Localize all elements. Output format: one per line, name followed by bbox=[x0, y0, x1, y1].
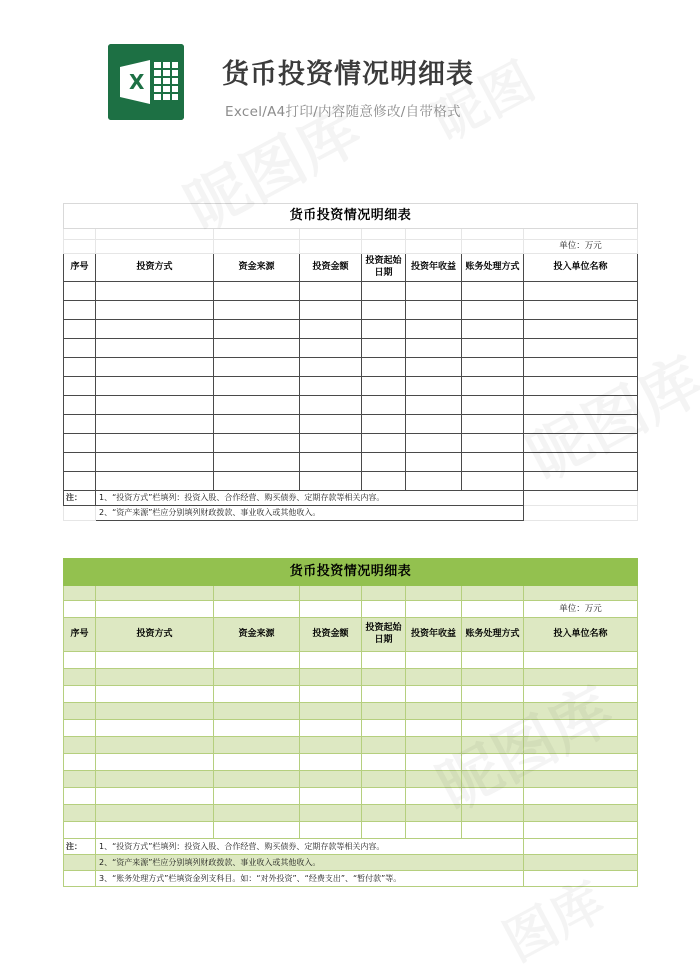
table-body-green bbox=[64, 652, 638, 839]
unit-blank bbox=[406, 601, 462, 618]
table-cell[interactable] bbox=[300, 453, 362, 472]
table-cell[interactable] bbox=[406, 434, 462, 453]
table-cell[interactable] bbox=[406, 737, 462, 754]
page-subtitle: Excel/A4打印/内容随意修改/自带格式 bbox=[225, 104, 461, 120]
table-cell[interactable] bbox=[64, 771, 96, 788]
table-cell[interactable] bbox=[524, 805, 638, 822]
table-cell[interactable] bbox=[362, 737, 406, 754]
table-cell[interactable] bbox=[300, 301, 362, 320]
table-cell[interactable] bbox=[362, 822, 406, 839]
unit-blank bbox=[300, 240, 362, 254]
table-cell[interactable] bbox=[462, 453, 524, 472]
table-cell[interactable] bbox=[96, 358, 214, 377]
table-cell[interactable] bbox=[214, 358, 300, 377]
table-cell[interactable] bbox=[96, 320, 214, 339]
unit-blank bbox=[96, 601, 214, 618]
table-cell[interactable] bbox=[96, 282, 214, 301]
table-cell[interactable] bbox=[406, 686, 462, 703]
table-cell[interactable] bbox=[64, 358, 96, 377]
note-text-2 bbox=[96, 506, 524, 521]
table-row[interactable] bbox=[64, 434, 638, 453]
table-cell[interactable] bbox=[64, 377, 96, 396]
table-cell[interactable] bbox=[362, 652, 406, 669]
table-cell[interactable] bbox=[362, 669, 406, 686]
table-cell[interactable] bbox=[214, 396, 300, 415]
table-row[interactable] bbox=[64, 415, 638, 434]
table-cell[interactable] bbox=[406, 377, 462, 396]
table-cell[interactable] bbox=[96, 415, 214, 434]
table-cell[interactable] bbox=[96, 754, 214, 771]
table-cell[interactable] bbox=[524, 377, 638, 396]
note-label: 注： bbox=[64, 491, 96, 506]
table-cell[interactable] bbox=[524, 339, 638, 358]
column-header-method: 投资方式 bbox=[96, 254, 214, 282]
table-cell[interactable] bbox=[64, 415, 96, 434]
table-cell[interactable] bbox=[362, 320, 406, 339]
table-cell[interactable] bbox=[96, 396, 214, 415]
unit-blank bbox=[362, 240, 406, 254]
table-cell[interactable] bbox=[64, 754, 96, 771]
table-title: 货币投资情况明细表 bbox=[64, 559, 638, 586]
table-cell[interactable] bbox=[64, 652, 96, 669]
table-cell[interactable] bbox=[214, 737, 300, 754]
note-text-1 bbox=[96, 839, 524, 855]
unit-label: 单位：万元 bbox=[524, 240, 638, 254]
spacer-cell bbox=[462, 229, 524, 240]
table-cell[interactable] bbox=[406, 669, 462, 686]
table-cell[interactable] bbox=[96, 720, 214, 737]
table-cell[interactable] bbox=[406, 754, 462, 771]
table-cell[interactable] bbox=[462, 754, 524, 771]
column-header-seq: 序号 bbox=[64, 618, 96, 652]
table-cell[interactable] bbox=[214, 301, 300, 320]
table-cell[interactable] bbox=[524, 282, 638, 301]
table-cell[interactable] bbox=[96, 771, 214, 788]
note-row bbox=[64, 871, 638, 887]
table-cell[interactable] bbox=[300, 737, 362, 754]
table-cell[interactable] bbox=[524, 686, 638, 703]
table-cell[interactable] bbox=[524, 472, 638, 491]
table-cell[interactable] bbox=[406, 415, 462, 434]
page-title: 货币投资情况明细表 bbox=[222, 59, 474, 90]
table-cell[interactable] bbox=[362, 396, 406, 415]
spacer-cell bbox=[64, 586, 96, 601]
table-cell[interactable] bbox=[300, 339, 362, 358]
table-cell[interactable] bbox=[524, 453, 638, 472]
note-blank bbox=[64, 871, 96, 887]
spacer-cell bbox=[300, 229, 362, 240]
column-header-seq: 序号 bbox=[64, 254, 96, 282]
note-number: 3、 bbox=[99, 873, 113, 883]
table-cell[interactable] bbox=[406, 771, 462, 788]
table-cell[interactable] bbox=[362, 282, 406, 301]
table-cell[interactable] bbox=[300, 771, 362, 788]
table-cell[interactable] bbox=[406, 703, 462, 720]
table-cell[interactable] bbox=[300, 669, 362, 686]
table-cell[interactable] bbox=[362, 415, 406, 434]
note-number: 1、 bbox=[99, 493, 113, 502]
table-cell[interactable] bbox=[300, 472, 362, 491]
unit-blank bbox=[300, 601, 362, 618]
table-cell[interactable] bbox=[362, 472, 406, 491]
table-cell[interactable] bbox=[524, 737, 638, 754]
table-cell[interactable] bbox=[406, 282, 462, 301]
table-cell[interactable] bbox=[64, 822, 96, 839]
table-cell[interactable] bbox=[96, 434, 214, 453]
table-cell[interactable] bbox=[64, 472, 96, 491]
table-cell[interactable] bbox=[300, 396, 362, 415]
spacer-cell bbox=[96, 586, 214, 601]
table-cell[interactable] bbox=[462, 301, 524, 320]
page-header bbox=[0, 0, 700, 160]
table-unit-row bbox=[64, 240, 638, 254]
table-row[interactable] bbox=[64, 822, 638, 839]
unit-blank bbox=[96, 240, 214, 254]
column-header-unitname: 投入单位名称 bbox=[524, 254, 638, 282]
spacer-cell bbox=[214, 586, 300, 601]
unit-blank bbox=[214, 240, 300, 254]
table-cell[interactable] bbox=[214, 652, 300, 669]
table-row[interactable] bbox=[64, 282, 638, 301]
note-body: “资产来源”栏应分别填列财政拨款、事业收入或其他收入。 bbox=[112, 508, 321, 517]
table-cell[interactable] bbox=[96, 737, 214, 754]
column-header-yield: 投资年收益 bbox=[406, 618, 462, 652]
table-cell[interactable] bbox=[462, 396, 524, 415]
table-cell[interactable] bbox=[462, 788, 524, 805]
table-row[interactable] bbox=[64, 301, 638, 320]
table-cell[interactable] bbox=[96, 822, 214, 839]
table-row[interactable] bbox=[64, 720, 638, 737]
table-unit-row bbox=[64, 601, 638, 618]
table-cell[interactable] bbox=[214, 377, 300, 396]
note-blank bbox=[524, 491, 638, 506]
table-cell[interactable] bbox=[214, 339, 300, 358]
table-cell[interactable] bbox=[406, 720, 462, 737]
table-cell[interactable] bbox=[96, 453, 214, 472]
note-row bbox=[64, 839, 638, 855]
table-plain bbox=[63, 203, 638, 521]
table-row[interactable] bbox=[64, 771, 638, 788]
table-row[interactable] bbox=[64, 703, 638, 720]
unit-blank bbox=[462, 240, 524, 254]
note-blank bbox=[64, 506, 96, 521]
note-body: “投资方式”栏填列：投资入股、合作经营、购买债券、定期存款等相关内容。 bbox=[112, 841, 385, 851]
note-row bbox=[64, 491, 638, 506]
table-cell[interactable] bbox=[524, 320, 638, 339]
table-cell[interactable] bbox=[64, 686, 96, 703]
table-cell[interactable] bbox=[462, 434, 524, 453]
table-cell[interactable] bbox=[362, 377, 406, 396]
unit-blank bbox=[362, 601, 406, 618]
column-header-accounting: 账务处理方式 bbox=[462, 618, 524, 652]
table-cell[interactable] bbox=[96, 788, 214, 805]
spacer-cell bbox=[524, 586, 638, 601]
table-cell[interactable] bbox=[406, 358, 462, 377]
table-cell[interactable] bbox=[96, 703, 214, 720]
note-number: 2、 bbox=[99, 508, 113, 517]
table-cell[interactable] bbox=[462, 358, 524, 377]
table-cell[interactable] bbox=[406, 805, 462, 822]
table-cell[interactable] bbox=[524, 703, 638, 720]
table-cell[interactable] bbox=[524, 652, 638, 669]
table-cell[interactable] bbox=[300, 320, 362, 339]
table-cell[interactable] bbox=[300, 686, 362, 703]
table-cell[interactable] bbox=[300, 788, 362, 805]
table-cell[interactable] bbox=[362, 788, 406, 805]
table-row[interactable] bbox=[64, 737, 638, 754]
spreadsheet-green bbox=[63, 558, 637, 887]
table-cell[interactable] bbox=[96, 805, 214, 822]
table-cell[interactable] bbox=[214, 320, 300, 339]
unit-blank bbox=[462, 601, 524, 618]
table-cell[interactable] bbox=[64, 434, 96, 453]
note-row bbox=[64, 855, 638, 871]
table-cell[interactable] bbox=[96, 472, 214, 491]
spacer-cell bbox=[362, 586, 406, 601]
table-cell[interactable] bbox=[524, 788, 638, 805]
spacer-cell bbox=[362, 229, 406, 240]
table-title-row bbox=[64, 204, 638, 229]
note-number: 2、 bbox=[99, 857, 113, 867]
table-body-plain bbox=[64, 282, 638, 491]
unit-blank bbox=[64, 601, 96, 618]
table-cell[interactable] bbox=[524, 822, 638, 839]
table-cell[interactable] bbox=[300, 415, 362, 434]
note-number: 1、 bbox=[99, 841, 113, 851]
table-row[interactable] bbox=[64, 686, 638, 703]
table-row[interactable] bbox=[64, 339, 638, 358]
table-title-row bbox=[64, 559, 638, 586]
table-row[interactable] bbox=[64, 396, 638, 415]
column-header-amount: 投资金额 bbox=[300, 254, 362, 282]
table-cell[interactable] bbox=[524, 415, 638, 434]
table-header-row bbox=[64, 618, 638, 652]
table-cell[interactable] bbox=[214, 669, 300, 686]
table-cell[interactable] bbox=[64, 396, 96, 415]
table-cell[interactable] bbox=[462, 339, 524, 358]
table-cell[interactable] bbox=[524, 669, 638, 686]
table-cell[interactable] bbox=[214, 754, 300, 771]
table-cell[interactable] bbox=[462, 320, 524, 339]
column-header-amount: 投资金额 bbox=[300, 618, 362, 652]
table-cell[interactable] bbox=[96, 301, 214, 320]
table-cell[interactable] bbox=[300, 754, 362, 771]
table-cell[interactable] bbox=[214, 453, 300, 472]
table-cell[interactable] bbox=[362, 720, 406, 737]
table-cell[interactable] bbox=[362, 301, 406, 320]
table-cell[interactable] bbox=[524, 754, 638, 771]
table-cell[interactable] bbox=[214, 472, 300, 491]
table-cell[interactable] bbox=[406, 652, 462, 669]
table-cell[interactable] bbox=[524, 720, 638, 737]
spacer-cell bbox=[406, 586, 462, 601]
spacer-cell bbox=[462, 586, 524, 601]
note-blank bbox=[64, 855, 96, 871]
spacer-cell bbox=[524, 229, 638, 240]
table-cell[interactable] bbox=[300, 434, 362, 453]
table-cell[interactable] bbox=[64, 282, 96, 301]
column-header-method: 投资方式 bbox=[96, 618, 214, 652]
table-row[interactable] bbox=[64, 754, 638, 771]
table-cell[interactable] bbox=[524, 434, 638, 453]
table-cell[interactable] bbox=[462, 703, 524, 720]
table-cell[interactable] bbox=[214, 788, 300, 805]
table-cell[interactable] bbox=[406, 320, 462, 339]
unit-label: 单位：万元 bbox=[524, 601, 638, 618]
table-cell[interactable] bbox=[64, 320, 96, 339]
table-cell[interactable] bbox=[362, 754, 406, 771]
table-cell[interactable] bbox=[214, 686, 300, 703]
table-cell[interactable] bbox=[524, 396, 638, 415]
spacer-cell bbox=[214, 229, 300, 240]
column-header-accounting: 账务处理方式 bbox=[462, 254, 524, 282]
column-header-startdate: 投资起始日期 bbox=[362, 254, 406, 282]
spreadsheet-plain bbox=[63, 203, 637, 521]
table-cell[interactable] bbox=[362, 339, 406, 358]
unit-blank bbox=[406, 240, 462, 254]
table-cell[interactable] bbox=[406, 301, 462, 320]
unit-blank bbox=[64, 240, 96, 254]
table-cell[interactable] bbox=[406, 788, 462, 805]
table-cell[interactable] bbox=[214, 703, 300, 720]
table-cell[interactable] bbox=[214, 771, 300, 788]
note-body: “资产来源”栏应分别填列财政拨款、事业收入或其他收入。 bbox=[112, 857, 321, 867]
note-body: “账务处理方式”栏填资金列支科目。如：“对外投资”、“经费支出”、“暂付款”等。 bbox=[112, 873, 402, 883]
note-text-3 bbox=[96, 871, 524, 887]
note-row bbox=[64, 506, 638, 521]
table-cell[interactable] bbox=[300, 282, 362, 301]
table-cell[interactable] bbox=[406, 472, 462, 491]
table-cell[interactable] bbox=[362, 434, 406, 453]
table-cell[interactable] bbox=[524, 301, 638, 320]
table-cell[interactable] bbox=[462, 822, 524, 839]
table-cell[interactable] bbox=[462, 737, 524, 754]
table-cell[interactable] bbox=[214, 282, 300, 301]
table-cell[interactable] bbox=[96, 339, 214, 358]
note-body: “投资方式”栏填列：投资入股、合作经营、购买债券、定期存款等相关内容。 bbox=[112, 493, 385, 502]
table-cell[interactable] bbox=[362, 358, 406, 377]
table-cell[interactable] bbox=[406, 453, 462, 472]
table-cell[interactable] bbox=[64, 788, 96, 805]
table-cell[interactable] bbox=[362, 771, 406, 788]
table-row[interactable] bbox=[64, 453, 638, 472]
table-cell[interactable] bbox=[362, 686, 406, 703]
note-blank bbox=[524, 506, 638, 521]
table-cell[interactable] bbox=[362, 703, 406, 720]
unit-blank bbox=[214, 601, 300, 618]
table-cell[interactable] bbox=[406, 396, 462, 415]
table-cell[interactable] bbox=[214, 720, 300, 737]
table-header-row bbox=[64, 254, 638, 282]
table-cell[interactable] bbox=[406, 822, 462, 839]
table-cell[interactable] bbox=[214, 822, 300, 839]
table-cell[interactable] bbox=[406, 339, 462, 358]
table-cell[interactable] bbox=[96, 652, 214, 669]
table-row[interactable] bbox=[64, 652, 638, 669]
table-green bbox=[63, 558, 638, 887]
column-header-source: 资金来源 bbox=[214, 618, 300, 652]
note-text-2 bbox=[96, 855, 524, 871]
note-blank bbox=[524, 839, 638, 855]
table-cell[interactable] bbox=[462, 686, 524, 703]
table-cell[interactable] bbox=[362, 453, 406, 472]
table-cell[interactable] bbox=[64, 720, 96, 737]
table-cell[interactable] bbox=[214, 805, 300, 822]
table-cell[interactable] bbox=[300, 652, 362, 669]
table-title: 货币投资情况明细表 bbox=[64, 204, 638, 229]
table-cell[interactable] bbox=[214, 415, 300, 434]
table-cell[interactable] bbox=[64, 301, 96, 320]
table-row[interactable] bbox=[64, 320, 638, 339]
spacer-cell bbox=[300, 586, 362, 601]
column-header-startdate: 投资起始日期 bbox=[362, 618, 406, 652]
table-cell[interactable] bbox=[462, 652, 524, 669]
note-text-1 bbox=[96, 491, 524, 506]
column-header-source: 资金来源 bbox=[214, 254, 300, 282]
table-cell[interactable] bbox=[64, 805, 96, 822]
table-cell[interactable] bbox=[300, 822, 362, 839]
table-row[interactable] bbox=[64, 805, 638, 822]
table-row[interactable] bbox=[64, 472, 638, 491]
table-cell[interactable] bbox=[64, 453, 96, 472]
excel-logo-icon bbox=[108, 44, 184, 120]
table-cell[interactable] bbox=[300, 703, 362, 720]
note-blank bbox=[524, 871, 638, 887]
table-spacer-row bbox=[64, 586, 638, 601]
table-cell[interactable] bbox=[462, 377, 524, 396]
svg-text:X: X bbox=[129, 70, 145, 94]
table-cell[interactable] bbox=[524, 771, 638, 788]
note-blank bbox=[524, 855, 638, 871]
table-cell[interactable] bbox=[462, 415, 524, 434]
table-cell[interactable] bbox=[462, 472, 524, 491]
table-cell[interactable] bbox=[462, 669, 524, 686]
column-header-yield: 投资年收益 bbox=[406, 254, 462, 282]
table-spacer-row bbox=[64, 229, 638, 240]
spacer-cell bbox=[64, 229, 96, 240]
table-cell[interactable] bbox=[524, 358, 638, 377]
note-label: 注： bbox=[64, 839, 96, 855]
table-row[interactable] bbox=[64, 669, 638, 686]
table-cell[interactable] bbox=[96, 669, 214, 686]
table-row[interactable] bbox=[64, 788, 638, 805]
table-cell[interactable] bbox=[462, 805, 524, 822]
table-cell[interactable] bbox=[64, 339, 96, 358]
spacer-cell bbox=[96, 229, 214, 240]
table-cell[interactable] bbox=[64, 737, 96, 754]
column-header-unitname: 投入单位名称 bbox=[524, 618, 638, 652]
table-cell[interactable] bbox=[462, 282, 524, 301]
table-cell[interactable] bbox=[462, 720, 524, 737]
table-cell[interactable] bbox=[300, 358, 362, 377]
spacer-cell bbox=[406, 229, 462, 240]
table-row[interactable] bbox=[64, 377, 638, 396]
table-cell[interactable] bbox=[214, 434, 300, 453]
table-cell[interactable] bbox=[64, 703, 96, 720]
table-cell[interactable] bbox=[300, 805, 362, 822]
table-cell[interactable] bbox=[462, 771, 524, 788]
table-cell[interactable] bbox=[300, 377, 362, 396]
table-cell[interactable] bbox=[362, 805, 406, 822]
table-cell[interactable] bbox=[64, 669, 96, 686]
table-cell[interactable] bbox=[300, 720, 362, 737]
table-row[interactable] bbox=[64, 358, 638, 377]
table-cell[interactable] bbox=[96, 686, 214, 703]
table-cell[interactable] bbox=[96, 377, 214, 396]
